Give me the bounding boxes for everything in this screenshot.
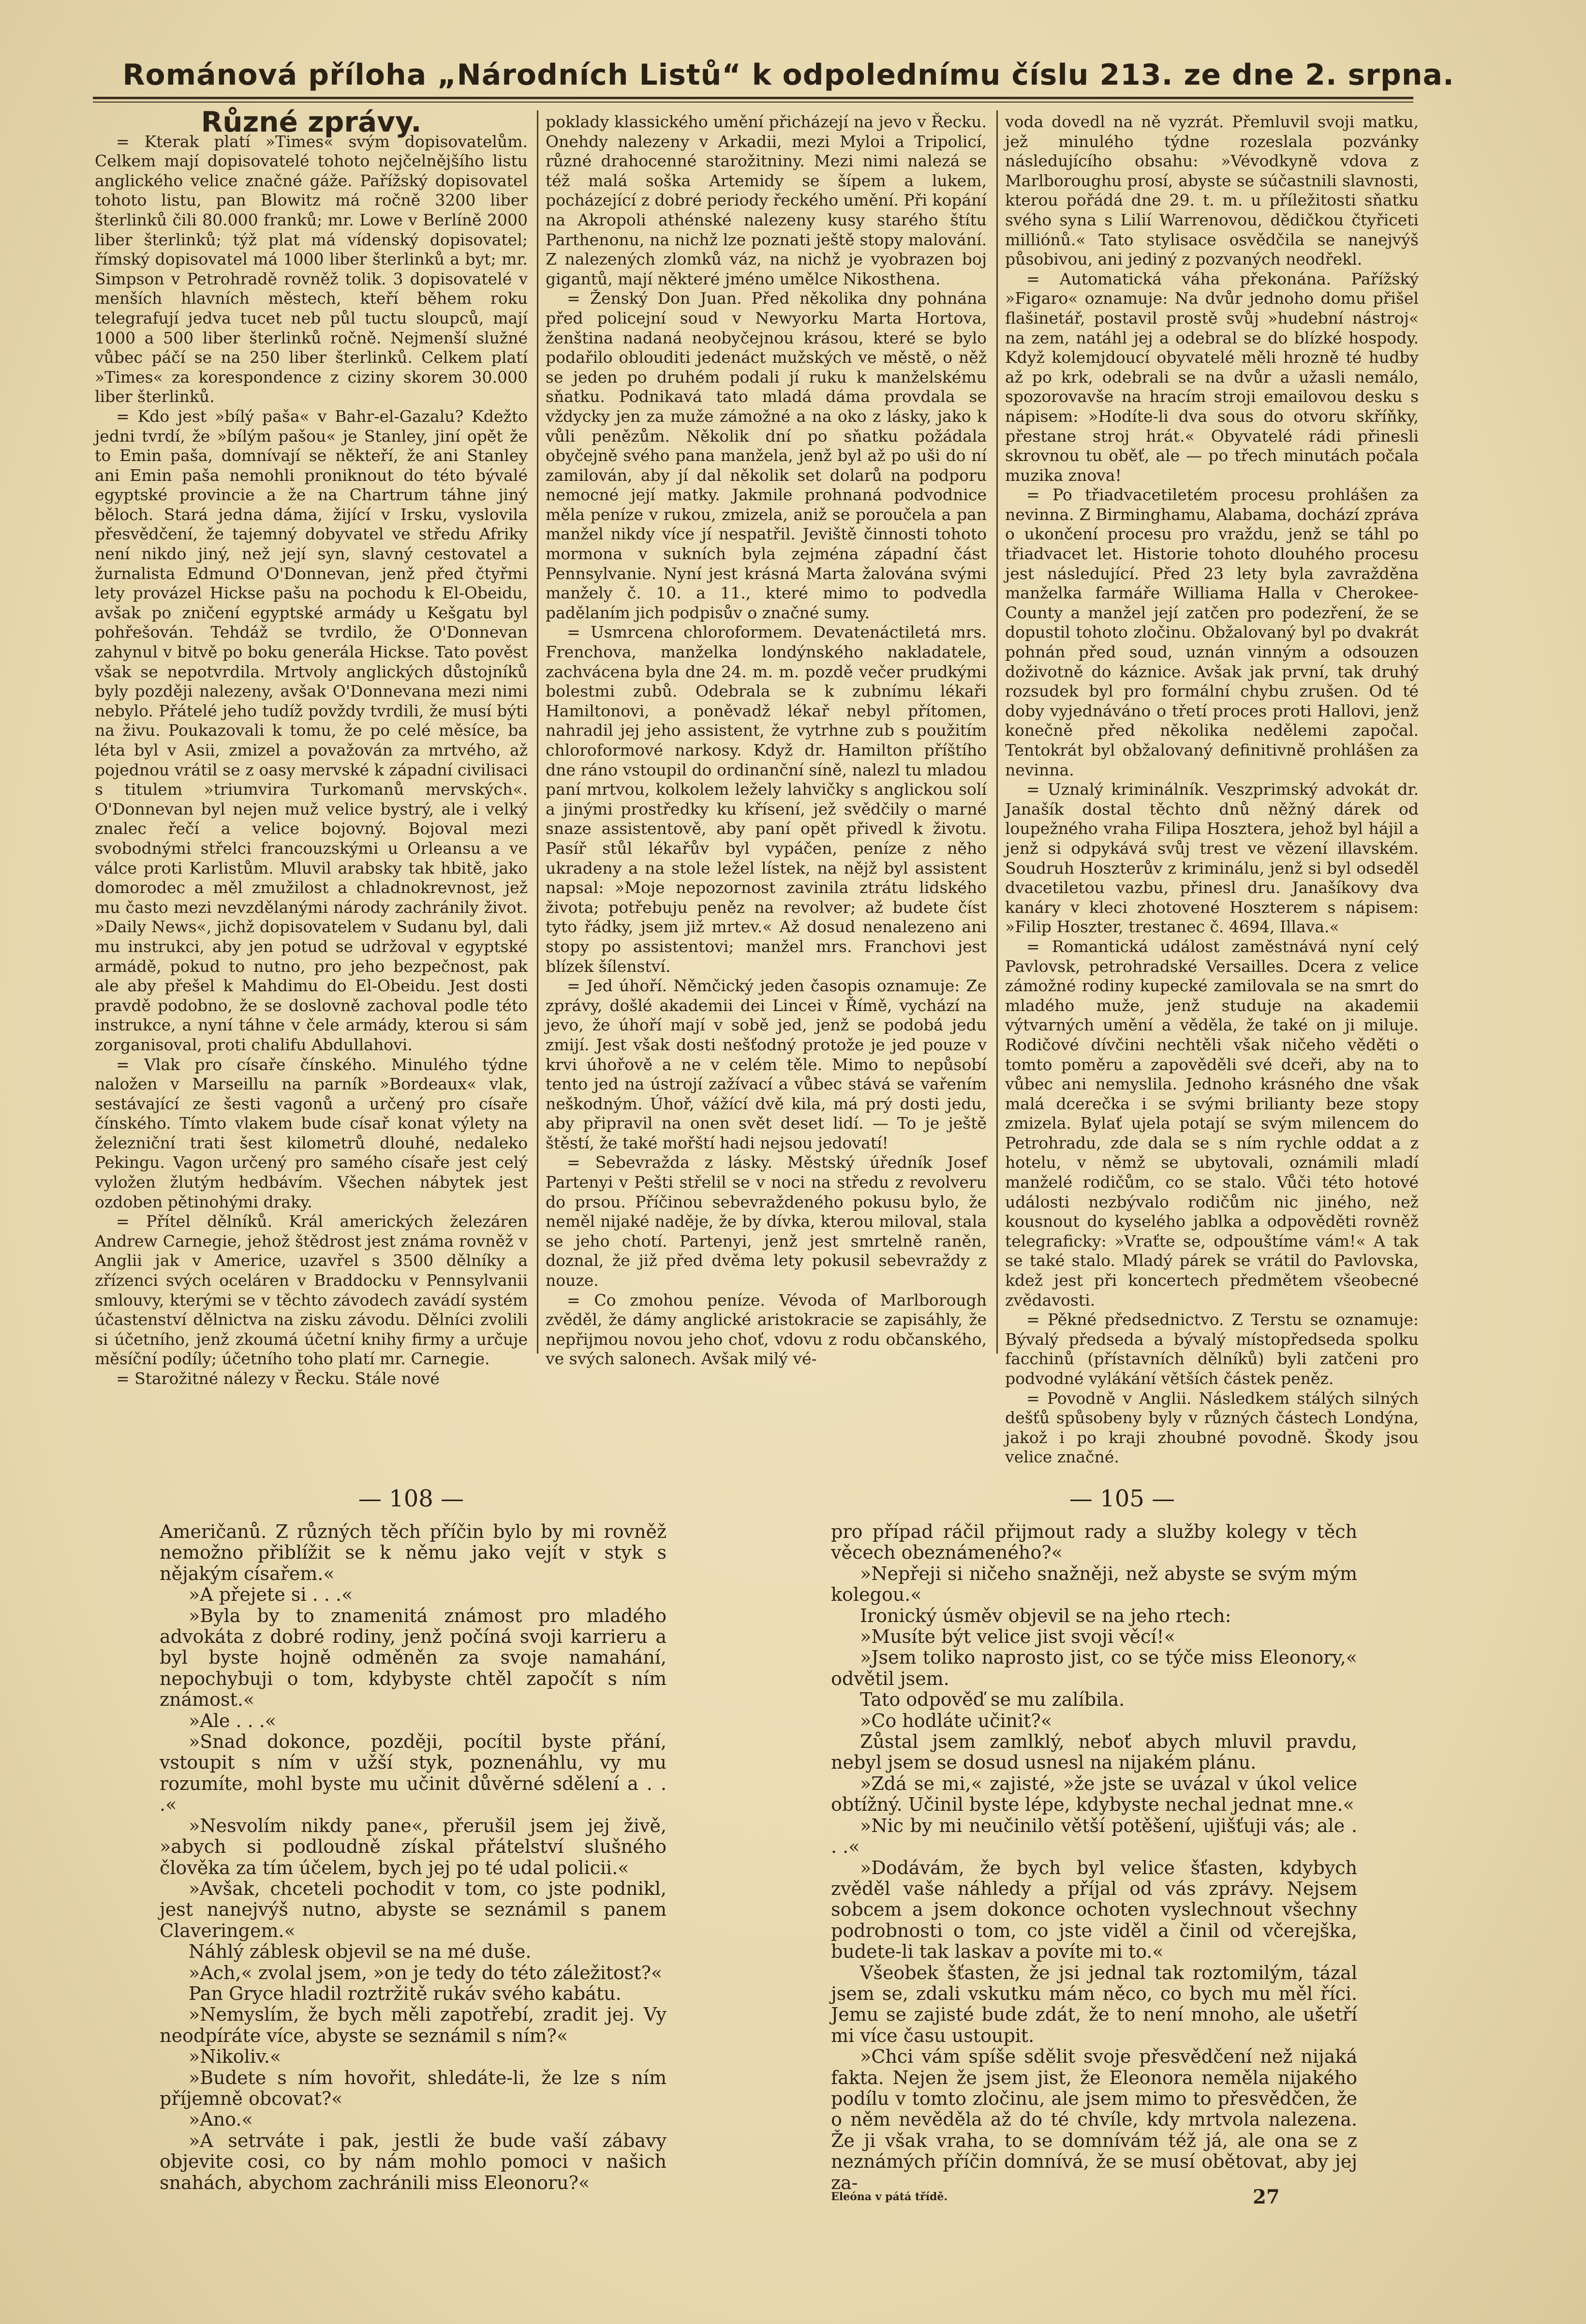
story-paragraph: Tato odpověď se mu zalíbila.	[860, 1689, 1125, 1711]
news-item: = Jed úhoří. Němčický jeden časopis oznamuje: Ze zprávy, došlé akademii dei Lincei v Římě, vychází na jevo, že úhoří mají v sobě jed, jenž se podobá jedu zmijí. Jest však dosti nešťodný protože je jed pouze v krvi úhořově a ne v celém těle. Mimo to nepůsobí tento jed na ústrojí zažívací a vůbec stává se vařením neškodným. Úhoř, vážící dvě kila, má prý dosti jedu, aby připravil na onen svět deset lidí. — To je ještě štěstí, že také mořští hadi nejsou jedovatí!	[546, 976, 987, 1152]
header-rule-thin	[93, 102, 1413, 103]
news-item: = Ženský Don Juan. Před několika dny pohnána před policejní soud v Newyorku Marta Hortova, ženština nadaná neobyčejnou krásou, které se bylo podařilo oblouditi jedenáct mužských ve městě, o něž se jeden po druhém podali jí ruku k manželskému sňatku. Podnikavá tato mladá dáma provdala se vždycky jen za muže zámožné a na oko z lásky, jako k vůli penězům. Několik dní po sňatku požádala obyčejně svého pana manžela, jenž byl až po uši do ní zamilován, aby jí dal několik set dolarů na podporu nemocné její matky. Jakmile prohnaná podvodnice měla peníze v rukou, zmizela, aniž se poroučela a pan manžel nikdy více jí nespatřil. Jeviště činnosti tohoto mormona v sukních byla zejména západní část Pennsylvanie. Nyní jest krásná Marta žalována svými manžely č. 10. a 11., které mimo to podvedla padělaním jich podpisův o značné sumy.	[546, 289, 987, 622]
news-item: = Starožitné nálezy v Řecku. Stále nové	[116, 1369, 440, 1388]
news-column-1	[95, 105, 528, 1388]
news-item: = Po třiadvacetiletém procesu prohlášen za nevinna. Z Birminghamu, Alabama, dochází zpráva o ukončení procesu pro vraždu, jenž se táhl po třiadvacet let. Historie tohoto dlouhého procesu jest následující. Před 23 lety byla zavražděna manželka farmáře Williama Halla v Cherokee-County a manžel její zatčen pro podezření, že se dopustil tohoto zločinu. Obžalovaný byl po dvakrát pohnán před soud, uznán vinným a odsouzen doživotně do káznice. Avšak jak první, tak druhý rozsudek byl pro formální chybu zrušen. Od té doby vyjednáváno o třetí proces proti Hallovi, jenž konečně před několika nedělemi započal. Tentokrát byl obžalovaný definitivně prohlášen za nevinna.	[1005, 485, 1419, 779]
news-item: = Romantická událost zaměstnává nyní celý Pavlovsk, petrohradské Versailles. Dcera z velice zámožné rodiny kupecké zamilovala se na smrt do mladého muže, jenž studuje na akademii výtvarných umění a věděla, že také on ji miluje. Rodičové dívčini nechtěli však ničeho věděti o tomto poměru a zapověděli své dceři, aby na to vůbec ani nemyslila. Jednoho krásného dne však malá dcerečka i se svými brilianty beze stopy zmizela. Bylať ujela potají se svým milencem do Petrohradu, zde dala se s ním rychle oddat a z hotelu, v němž se ubytovali, oznámili mladí manželé rodičům, co se stalo. Vůči této hotové události nezbývalo rodičům nic jiného, než kousnout do kyselého jablka a odpověděti rovněž telegraficky: »Vraťte se, odpouštíme vám!« A tak se také stalo. Mladý párek se vrátil do Pavlovska, kdež jest při koncertech předmětem všeobecné zvědavosti.	[1005, 937, 1419, 1310]
story-paragraph: »Nesvolím nikdy pane«, přerušil jsem jej živě, »abych si podloudně získal přátelství slušného člověka za tím účelem, bych jej po té udal policii.«	[160, 1815, 667, 1878]
footer-note: Eleóna v pátá třídě.	[831, 2190, 948, 2203]
story-paragraph: »Nemyslím, že bych měli zapotřebí, zradit jej. Vy neodpíráte více, abyste se seznámil s ním?«	[160, 2004, 667, 2046]
story-paragraph: »Chci vám spíše sdělit svoje přesvědčení než nijaká fakta. Nejen že jsem jist, že Eleonora neměla nijakého podílu v tomto zločinu, ale jsem mimo to přesvědčen, že o něm nevěděla až do té chvíle, kdy mrtvola nalezena. Že ji však vraha, to se domnívám též já, ale ona se z neznámých příčin domnívá, že se musí obětovat, aby jej za-	[831, 2046, 1357, 2193]
story-paragraph: »Budete s ním hovořit, shledáte-li, že lze s ním příjemně obcovat?«	[160, 2067, 667, 2109]
story-paragraph: Zůstal jsem zamlklý, neboť abych mluvil pravdu, nebyl jsem se dosud usnesl na nijakém plánu.	[831, 1731, 1357, 1773]
header-rule	[93, 97, 1413, 99]
story-paragraph: »A setrváte i pak, jestli že bude vaší zábavy objevite cosi, co by nám mohlo pomoci v našich snahách, abychom zachránili miss Eleonoru?«	[160, 2130, 667, 2193]
story-paragraph: Američanů. Z různých těch příčin bylo by mi rovněž nemožno přiblížit se k němu jako vejít v styk s nějakým císařem.«	[160, 1521, 667, 1584]
story-paragraph: Náhlý záblesk objevil se na mé duše.	[189, 1941, 532, 1963]
story-paragraph: Pan Gryce hladil roztržitě rukáv svého kabátu.	[189, 1982, 622, 2004]
column-divider-1	[537, 110, 538, 1354]
page-header: Románová příloha „Národních Listů“ k odpolednímu číslu 213. ze dne 2. srpna.	[122, 58, 1454, 92]
news-item: = Kdo jest »bílý paša« v Bahr-el-Gazalu? Kdežto jedni tvrdí, že »bílým pašou« je Stanley, jiní opět že to Emin paša, domnívají se někteří, že ani Stanley ani Emin paša nemohli proniknout do této bývalé egyptské provincie a že na Chartrum táhne jiný běloch. Stará jedna dáma, žijící v Irsku, vyslovila přesvědčení, že tajemný dobyvatel ve středu Afriky není nikdo jiný, než její syn, slavný cestovatel a žurnalista Edmund O'Donnevan, jenž před čtyřmi lety provázel Hickse pašu na pochodu k El-Obeidu, avšak po zničení egyptské armády u Kešgatu byl pohřešován. Tehdáž se tvrdilo, že O'Donnevan zahynul v bitvě po boku generála Hickse. Tato pověst však se nepotvrdila. Mrtvoly anglických důstojníků byly později nalezeny, avšak O'Donnevana mezi nimi nebylo. Přátelé jeho tudíž povždy tvrdili, že musí býti na živu. Poukazovali k tomu, že po celé měsíce, ba léta byl v Asii, zmizel a považován za mrtvého, až pojednou vrátil se z oasy mervské k západní civilisaci s titulem »triumvira Turkomanů mervských«. O'Donnevan byl nejen muž velice bystrý, ale i velký znalec řečí a velice bojovný. Bojoval mezi svobodnými střelci francouzskými u Orleansu a ve válce proti Karlistům. Mluvil arabsky tak hbitě, jako domorodec a měl zmužilost a chladnokrevnost, jež mu často mezi nevzdělanými národy zachránily život. »Daily News«, jichž dopisovatelem v Sudanu byl, dali mu instrukci, aby jen potud se udržoval v egyptské armádě, pokud to nutno, pro jeho bezpečnost, pak ale aby přešel k Mahdimu do El-Obeidu. Jest dosti pravdě podobno, že se doslovně zachoval podle této instrukce, a nyní táhne v čele armády, kterou si sám zorganisoval, proti chalifu Abdullahovi.	[95, 406, 528, 1054]
news-item: = Pěkné předsednictvo. Z Terstu se oznamuje: Bývalý předseda a bývalý místopředseda spolku facchinů (přístavních dělníků) byli zatčeni pro podvodné vylákání větších částek peněz.	[1005, 1310, 1419, 1388]
news-item: = Kterak platí »Times« svým dopisovatelům. Celkem mají dopisovatelé tohoto nejčelnějšího listu anglického velice značné gáže. Pařížský dopisovatel tohoto listu, pan Blowitz má ročně 3200 liber šterlinků čili 80.000 franků; mr. Lowe v Berlíně 2000 liber šterlinků; týž plat má vídenský dopisovatel; římský dopisovatel má 1000 liber šterlinků a byt; mr. Simpson v Petrohradě rovněž tolik. 3 dopisovatelé v menších hlavních městech, kteří během roku telegrafují jedva tucet neb půl tuctu sloupců, mají 1000 a 500 liber šterlinků ročně. Nejmenší služné vůbec páčí se na 250 liber šterlinků. Celkem platí »Times« za korespondence z ciziny skorem 30.000 liber šterlinků.	[95, 132, 528, 406]
story-paragraph: pro případ ráčil přijmout rady a služby kolegy v těch věcech obeznámeného?«	[831, 1521, 1357, 1564]
news-item: = Automatická váha překonána. Pařížský »Figaro« oznamuje: Na dvůr jednoho domu přišel flašinetář, postavil prostě svůj »hudební nástroj« na zem, natáhl jej a odebral se do blízké hospody. Když kolemjdoucí obyvatelé měli hrozně té hudby až po krk, odebrali se na dvůr a užasli nemálo, spozorovavše na hracím stroji emailovou desku s nápisem: »Hodíte-li dva sous do otvoru skříňky, přestane stroj hrát.« Obyvatelé rádi přinesli skrovnou tu oběť, ale — po třech minutách počala muzika znova!	[1005, 269, 1419, 485]
story-paragraph: »Nikoliv.«	[189, 2046, 282, 2068]
news-item: = Povodně v Anglii. Následkem stálých silných dešťů spůsobeny byly v různých částech Londýna, jakož i po kraji zhoubné povodně. Škody jsou velice značné.	[1005, 1388, 1419, 1467]
story-paragraph: Ironický úsměv objevil se na jeho rtech:	[860, 1605, 1231, 1626]
news-item: = Přítel dělníků. Král amerických železáren Andrew Carnegie, jehož štědrost jest známa rovněž v Anglii jak v Americe, uzavřel s 3500 dělníky a zřízenci svých oceláren v Braddocku v Pennsylvanii smlouvy, kterými se v těchto závodech zavádí systém účastenství dělnictva na zisku závodu. Dělníci zvolili si účetního, jenž zkoumá účetní knihy firmy a určuje měsíční podíly; účetního toho platí mr. Carnegie.	[95, 1212, 528, 1369]
news-item: = Uznalý kriminálník. Veszprimský advokát dr. Janašík dostal těchto dnů něžný dárek od loupežného vraha Filipa Hosztera, jehož byl hájil a jenž si odpykává svůj trest ve vězení illavském. Soudruh Hoszterův z kriminálu, jenž si byl odseděl dvacetiletou vazbu, přinesl dru. Janašíkovy dva kanáry v kleci zhotovené Hoszterem s nápisem: »Filip Hoszter, trestanec č. 4694, Illava.«	[1005, 780, 1419, 937]
story-paragraph: »Nic by mi neučinilo větší potěšení, ujišťuji vás; ale . . .«	[831, 1815, 1357, 1858]
sheet-number: 27	[1253, 2186, 1280, 2208]
story-paragraph: »Snad dokonce, později, pocítil byste přání, vstoupit s ním v užší styk, poznenáhlu, vy mu rozumíte, mohl byste mu učinit důvěrné sdělení a . . .«	[160, 1731, 667, 1816]
story-page-left	[160, 1521, 667, 2193]
news-item: = Usmrcena chloroformem. Devatenáctiletá mrs. Frenchova, manželka londýnského nakladatele, zachvácena byla dne 24. m. m. pozdě večer prudkými bolestmi zubů. Odebrala se k zubnímu lékaři Hamiltonovi, a poněvadž lékař nebyl přítomen, nahradil jej jeho assistent, že vytrhne zub s použitím chloroformové narkosy. Když dr. Hamilton příštího dne ráno vstoupil do ordinanční síně, nalezl tu mladou paní mrtvou, kolkolem ležely lahvičky s anglickou solí a jinými prostředky ku křísení, jež svědčily o marné snaze assistentově, aby paní opět přivedl k životu. Pasíř stůl lékařův byl vypáčen, peníze z něho ukradeny a na stole ležel lístek, na nějž byl assistent napsal: »Moje nepozornost zavinila ztrátu lidského života; potřebuju peněz na revolver; až budete číst tyto řádky, jsem již mrtev.« Až dosud nenalezeno ani stopy po assistentovi; manžel mrs. Franchovi jest blízek šílenství.	[546, 623, 987, 976]
story-paragraph: »Byla by to znamenitá známost pro mladého advokáta z dobré rodiny, jenž počíná svoji karrieru a byl byste hojně odměněn za svoje namahání, nepochybuji o tom, kdybyste chtěl započít s ním známost.«	[160, 1605, 667, 1711]
news-item: = Sebevražda z lásky. Městský úředník Josef Partenyi v Pešti střelil se v noci na středu z revolveru do prsou. Příčinou sebevraždeného pokusu bylo, že neměl nijaké naděje, že by dívka, kterou miloval, stala se jeho chotí. Partenyi, jenž jest smrtelně raněn, doznal, že již před dvěma lety pokusil sebevraždy z nouze.	[546, 1153, 987, 1290]
story-paragraph: »Jsem toliko naprosto jist, co se týče miss Eleonory,« odvětil jsem.	[831, 1647, 1357, 1689]
story-paragraph: Všeobek šťasten, že jsi jednal tak roztomilým, tázal jsem se, zdali vskutku mám něco, co bych mu měl říci. Jemu se zajisté bude zdát, že to není mnoho, ale ušetří mi více času ustoupit.	[831, 1962, 1357, 2046]
story-paragraph: »A přejete si . . .«	[189, 1584, 353, 1606]
news-heading: Různé zprávy.	[201, 105, 422, 138]
news-column-3	[1005, 112, 1419, 1467]
news-item: poklady klassického umění přicházejí na jevo v Řecku. Onehdy nalezeny v Arkadii, mezi Myloi a Tripolicí, různé drahocenné starožitniny. Mezi nimi nalezá se též malá soška Artemidy se šípem a lukem, pocházející z dobré periody řeckého umění. Při kopání na Akropoli athénské nalezeny kusy starého štítu Parthenonu, na nichž lze poznati ještě stopy malování. Z nalezených zlomků váz, na nichž je vyobrazen boj gigantů, mají některé jméno umělce Nikosthena.	[546, 112, 987, 288]
news-column-2	[546, 112, 987, 1369]
news-item: = Vlak pro císaře čínského. Minulého týdne naložen v Marseillu na parník »Bordeaux« vlak, sestávající ze šesti vagonů a určený pro císaře čínského. Tímto vlakem bude císař konat výlety na železniční trati šest kilometrů dlouhé, nedaleko Pekingu. Vagon určený pro samého císaře jest celý vyložen žlutým hedbávím. Všechen nábytek jest ozdoben pětinohými draky.	[95, 1055, 528, 1211]
story-page-right	[831, 1521, 1357, 2193]
story-paragraph: »Ale . . .«	[189, 1710, 277, 1731]
story-paragraph: »Nepřeji si ničeho snažněji, než abyste se svým mým kolegou.«	[831, 1563, 1357, 1606]
story-paragraph: »Ach,« zvolal jsem, »on je tedy do této záležitost?«	[189, 1962, 663, 1983]
story-paragraph: »Co hodláte učinit?«	[860, 1710, 1052, 1731]
page-number-left: — 108 —	[358, 1485, 464, 1512]
news-item: voda dovedl na ně vyzrát. Přemluvil svoji matku, jež minulého týdne rozeslala pozvánky následujícího obsahu: »Vévodkyně vdova z Marlboroughu prosí, abyste se súčastnili slavnosti, kterou pořádá dne 29. t. m. u příležitosti sňatku svého syna s Lilií Warrenovou, dědičkou čtyřiceti milliónů.« Tato stylisace osvědčila se nanejvýš působivou, ani jediný z pozvaných neodřekl.	[1005, 112, 1419, 269]
page-number-right: — 105 —	[1069, 1485, 1175, 1512]
story-paragraph: »Musíte být velice jist svoji věcí!«	[860, 1626, 1175, 1648]
story-paragraph: »Zdá se mi,« zajisté, »že jste se uvázal v úkol velice obtížný. Učinil byste lépe, kdybyste nechal jednat mne.«	[831, 1773, 1357, 1816]
story-paragraph: »Avšak, chceteli pochodit v tom, co jste podnikl, jest nanejvýš nutno, abyste se seznámil s panem Claveringem.«	[160, 1877, 667, 1941]
news-item: = Co zmohou peníze. Vévoda of Marlborough zvěděl, že dámy anglické aristokracie se zapisáhly, že nepřijmou novou jeho choť, vdovu z rodu občanského, ve svých salonech. Avšak milý vé-	[546, 1290, 987, 1369]
story-paragraph: »Dodávám, že bych byl velice šťasten, kdybych zvěděl vaše náhledy a příjal od vás zprávy. Nejsem sobcem a jsem dokonce ochoten vyslechnout všechny podrobnosti o tom, co jste viděl a činil od včerejška, budete-li tak laskav a povíte mi to.«	[831, 1857, 1357, 1963]
story-paragraph: »Ano.«	[189, 2109, 253, 2130]
column-divider-2	[996, 110, 998, 1354]
